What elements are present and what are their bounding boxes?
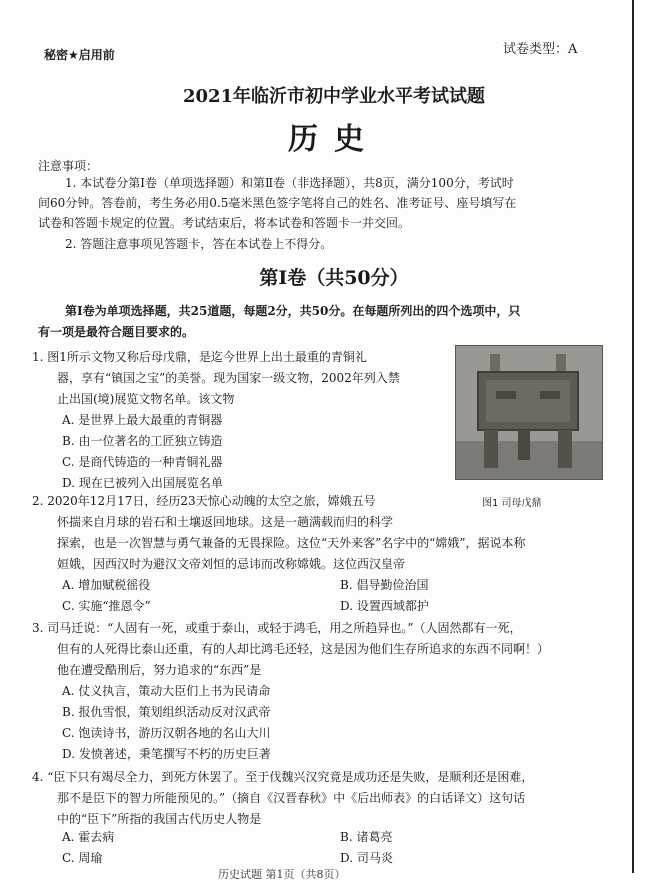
question-2-option-c: C. 实施“推恩令” [62,599,151,613]
section-intro-line: 第Ⅰ卷为单项选择题，共25道题，每题2分，共50分。在每题所列出的四个选项中，只 [65,304,521,318]
question-2-line: 怀揣来自月球的岩石和土壤返回地球。这是一趟满载而归的科学 [57,515,394,529]
subject-title: 历史 [288,122,380,157]
question-4-line: 4. “臣下只有竭尽全力，到死方休罢了。至于伐魏兴汉究竟是成功还是失败，是顺利还是困难， [32,770,534,784]
question-2-line: 2. 2020年12月17日，经历23天惊心动魄的太空之旅，嫦娥五号 [32,494,376,508]
question-4-option-d: D. 司马炎 [340,851,393,865]
notes-line: 间60分钟。答卷前，考生务必用0.5毫米黑色签字笔将自己的姓名、准考证号、座号填写在 [38,196,517,210]
ding-photo [455,345,603,480]
question-3-line: 但有的人死得比泰山还重，有的人却比鸿毛还轻，这是因为他们生存所追求的东西不同啊！） [57,642,550,656]
question-2-line: 探索，也是一次智慧与勇气兼备的无畏探险。这位“天外来客”名字中的“嫦娥”，据说本称 [57,536,526,550]
question-4-line: 中的“臣下”所指的我国古代历史人物是 [57,812,262,826]
question-3-option-c: C. 饱读诗书，游历汉朝各地的名山大川 [62,726,271,740]
question-1-option-c: C. 是商代铸造的一种青铜礼器 [62,455,223,469]
section-title: 第Ⅰ卷（共50分） [259,267,409,289]
question-3-option-d: D. 发愤著述，秉笔撰写不朽的历史巨著 [62,747,271,761]
question-2-option-a: A. 增加赋税徭役 [62,578,151,592]
question-3-option-a: A. 仗义执言，策动大臣们上书为民请命 [62,684,271,698]
section-intro-line: 有一项是最符合题目要求的。 [38,325,195,339]
notes-line: 1. 本试卷分第Ⅰ卷（单项选择题）和第Ⅱ卷（非选择题），共8页，满分100分，考试时 [65,176,514,190]
question-1-line: 1. 图1所示文物又称后母戊鼎，是迄今世界上出土最重的青铜礼 [32,350,367,364]
question-1-option-b: B. 由一位著名的工匠独立铸造 [62,434,223,448]
page-footer: 历史试题 第1页（共8页） [218,868,346,881]
question-1-line: 器，享有“镇国之宝”的美誉。现为国家一级文物，2002年列入禁 [57,371,400,385]
question-4-option-b: B. 诸葛亮 [340,830,393,844]
question-1-option-a: A. 是世界上最大最重的青铜器 [62,413,223,427]
question-4-option-a: A. 霍去病 [62,830,115,844]
question-3-line: 3. 司马迁说：“人固有一死，或重于泰山，或轻于鸿毛，用之所趋异也。”（人固然都有一死， [32,621,522,635]
question-2-option-b: B. 倡导勤俭治国 [340,578,429,592]
question-4-option-c: C. 周瑜 [62,851,103,865]
paper-type-label: 试卷类型：A [503,42,578,57]
figure-caption: 图1 司母戊鼎 [482,498,542,509]
exam-title: 2021年临沂市初中学业水平考试试题 [182,86,486,107]
question-3-line: 他在遭受酷刑后，努力追求的“东西”是 [57,663,262,677]
question-1-line: 止出国(境)展览文物名单。该文物 [57,392,235,406]
notes-heading: 注意事项： [38,159,99,173]
notes-line: 试卷和答题卡规定的位置。考试结束后，将本试卷和答题卡一并交回。 [38,216,411,230]
question-4-line: 那不是臣下的智力所能预见的。”（摘自《汉晋春秋》中《后出师表》的白话译文）这句话 [57,791,526,805]
page-edge-line [632,0,634,873]
question-1-option-d: D. 现在已被列入出国展览名单 [62,476,223,490]
question-3-option-b: B. 报仇雪恨，策划组织活动反对汉武帝 [62,705,271,719]
confidential-label: 秘密★启用前 [44,48,115,62]
question-2-line: 姮娥，因西汉时为避汉文帝刘恒的忌讳而改称嫦娥。这位西汉皇帝 [57,557,406,571]
question-2-option-d: D. 设置西域都护 [340,599,429,613]
notes-line: 2. 答题注意事项见答题卡，答在本试卷上不得分。 [65,237,333,251]
